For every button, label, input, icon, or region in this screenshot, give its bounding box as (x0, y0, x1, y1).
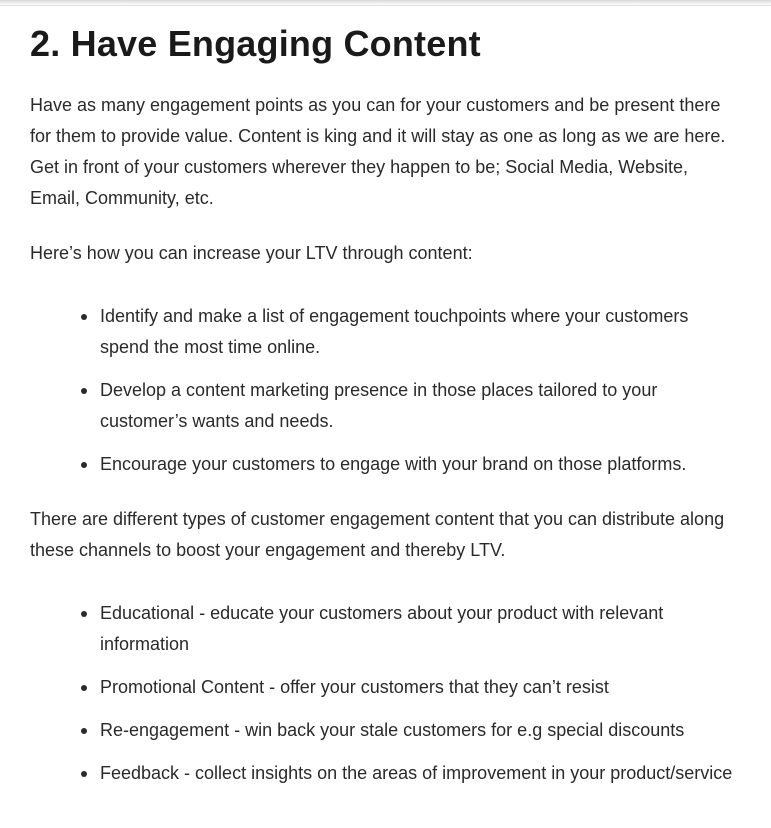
content-lead-paragraph: Here’s how you can increase your LTV through content: (30, 243, 473, 263)
list-item: Feedback - collect insights on the areas of improvement in your product/service (30, 758, 742, 789)
section-heading: 2. Have Engaging Content (30, 23, 481, 64)
list-item: Re-engagement - win back your stale customers for e.g special discounts (30, 715, 742, 746)
list-item: Develop a content marketing presence in those places tailored to your customer’s wants and needs. (30, 375, 742, 437)
top-bar-shadow (0, 0, 771, 6)
intro-paragraph: Have as many engagement points as you can for your customers and be present there for them to provide value. Content is king and it will stay as one as long as we are here. Get in front of your customers wherever they happen to be; Social Media, Website, Email, Community, etc. (30, 95, 726, 208)
article-section (30, 18, 742, 789)
content-types-paragraph: There are different types of customer engagement content that you can distribute along these channels to boost your engagement and thereby LTV. (30, 509, 725, 560)
content-types-list (30, 598, 742, 789)
list-item: Promotional Content - offer your customers that they can’t resist (30, 672, 742, 703)
content-steps-list (30, 301, 742, 480)
list-item: Identify and make a list of engagement touchpoints where your customers spend the most time online. (30, 301, 742, 363)
list-item: Encourage your customers to engage with your brand on those platforms. (30, 449, 742, 480)
list-item: Educational - educate your customers about your product with relevant information (30, 598, 742, 660)
